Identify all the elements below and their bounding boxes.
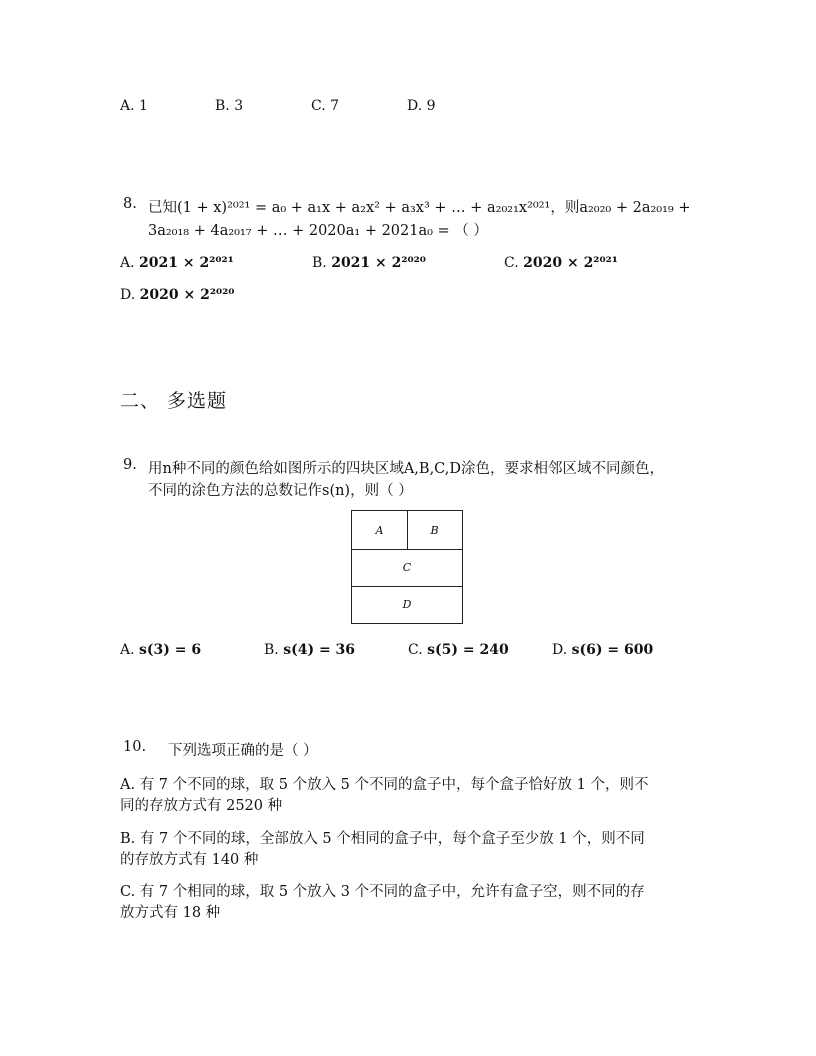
- region-d-label: D: [402, 598, 412, 611]
- region-c-label: C: [402, 561, 412, 574]
- q7-option-c: C. 7: [311, 98, 340, 114]
- region-c: [352, 549, 462, 587]
- q8-option-d-label: D.: [120, 287, 136, 303]
- region-b-label: B: [430, 523, 439, 537]
- q7-option-b: B. 3: [215, 98, 244, 114]
- question-8-stem-line2: 3a₂₀₁₈ + 4a₂₀₁₇ + … + 2020a₁ + 2021a₀ = （ ）: [148, 223, 488, 239]
- section-title: 二、 多选题: [120, 390, 228, 412]
- question-8-stem-line1: 已知(1 + x)²⁰²¹ = a₀ + a₁x + a₂x² + a₃x³ + … + a₂₀₂₁x²⁰²¹，则a₂₀₂₀ + 2a₂₀₁₉ +: [148, 200, 691, 216]
- q9-option-d-label: D.: [552, 642, 568, 658]
- question-10-number: 10.: [123, 739, 147, 755]
- q8-option-b-value: 2021 × 2²⁰²⁰: [331, 255, 426, 271]
- q9-option-b: [264, 642, 355, 658]
- q9-option-c-label: C.: [408, 642, 423, 658]
- region-a-label: A: [375, 523, 384, 537]
- q10-option-c-line2: 放方式有 18 种: [120, 905, 221, 921]
- q9-option-a: [120, 642, 201, 658]
- question-9-number: 9.: [123, 457, 137, 473]
- q8-option-a: [120, 255, 234, 271]
- q7-option-a: A. 1: [120, 98, 148, 114]
- q9-option-c-value: s(5) = 240: [427, 642, 509, 658]
- q8-option-b-label: B.: [312, 255, 327, 271]
- q9-option-d: [552, 642, 653, 658]
- question-9-stem-line2: 不同的涂色方法的总数记作s(n)，则（ ）: [148, 483, 413, 499]
- question-8-number: 8.: [123, 196, 137, 212]
- region-b: [407, 511, 462, 550]
- q8-option-c: [504, 255, 618, 271]
- region-a: [352, 511, 408, 550]
- q8-option-d: [120, 287, 234, 303]
- q9-option-c: [408, 642, 509, 658]
- q8-option-a-label: A.: [120, 255, 135, 271]
- q7-option-d: D. 9: [407, 98, 436, 114]
- q8-option-c-value: 2020 × 2²⁰²¹: [523, 255, 618, 271]
- q10-option-b-line2: 的存放方式有 140 种: [120, 852, 259, 868]
- q9-option-a-value: s(3) = 6: [139, 642, 202, 658]
- q9-option-d-value: s(6) = 600: [571, 642, 654, 658]
- q9-option-b-label: B.: [264, 642, 279, 658]
- region-d: [352, 586, 462, 623]
- q10-option-b-line1: B. 有 7 个不同的球，全部放入 5 个相同的盒子中，每个盒子至少放 1 个，则不同: [120, 831, 645, 847]
- q9-option-a-label: A.: [120, 642, 135, 658]
- q10-option-a-line1: A. 有 7 个不同的球，取 5 个放入 5 个不同的盒子中，每个盒子恰好放 1 个，则不: [120, 777, 649, 793]
- q9-option-b-value: s(4) = 36: [283, 642, 356, 658]
- q10-option-a-line2: 同的存放方式有 2520 种: [120, 798, 283, 814]
- question-9-stem-line1: 用n种不同的颜色给如图所示的四块区域A,B,C,D涂色，要求相邻区域不同颜色，: [148, 461, 664, 477]
- region-diagram: [351, 510, 463, 624]
- q8-option-c-label: C.: [504, 255, 519, 271]
- q8-option-b: [312, 255, 426, 271]
- q8-option-d-value: 2020 × 2²⁰²⁰: [139, 287, 235, 303]
- question-10-stem: 下列选项正确的是（ ）: [168, 743, 318, 759]
- q8-option-a-value: 2021 × 2²⁰²¹: [139, 255, 234, 271]
- q10-option-c-line1: C. 有 7 个相同的球，取 5 个放入 3 个不同的盒子中，允许有盒子空，则不同的存: [120, 884, 645, 900]
